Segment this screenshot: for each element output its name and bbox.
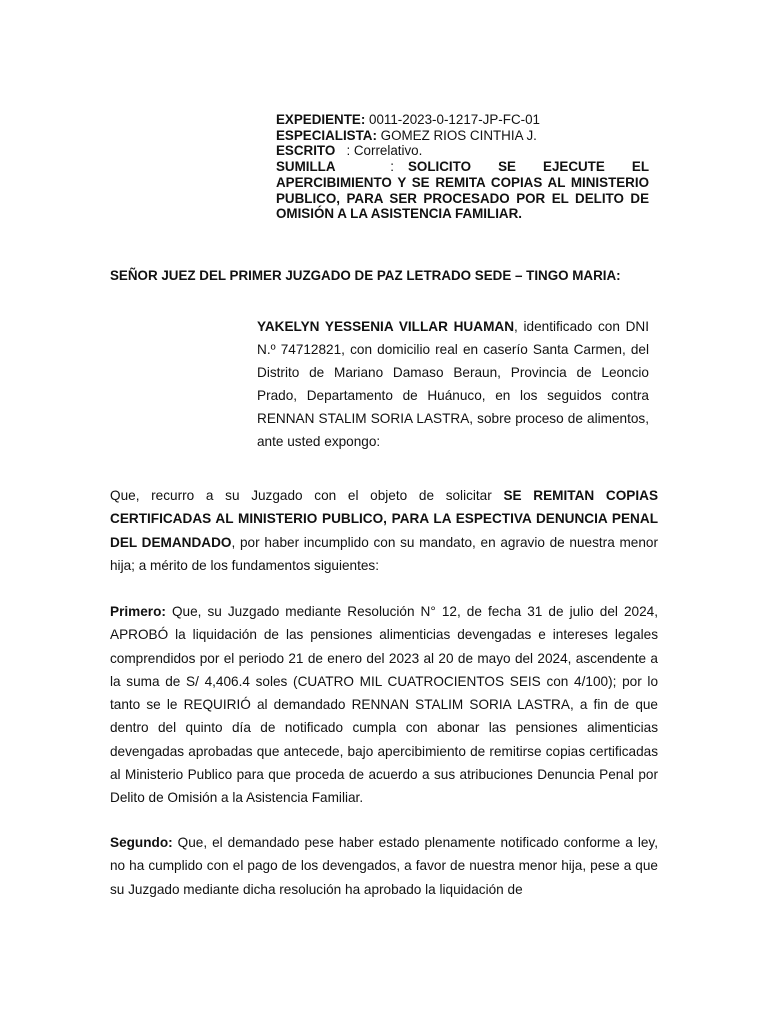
escrito-label: ESCRITO (276, 143, 336, 159)
petitioner-name: YAKELYN YESSENIA VILLAR HUAMAN (257, 319, 515, 334)
addressee-line: SEÑOR JUEZ DEL PRIMER JUZGADO DE PAZ LETRADO SEDE – TINGO MARIA: (110, 268, 621, 283)
segundo-paragraph (110, 831, 658, 901)
expediente-label: EXPEDIENTE: (276, 112, 366, 127)
primero-paragraph (110, 600, 658, 810)
sumilla-separator: : (390, 159, 394, 175)
sumilla-lead (276, 159, 408, 175)
que-paragraph (110, 484, 658, 577)
intro-paragraph (257, 315, 649, 454)
case-header (276, 112, 649, 222)
sumilla-block (276, 159, 649, 222)
sumilla-text: SOLICITO SE EJECUTE EL APERCIBIMIENTO Y SE REMITA COPIAS AL MINISTERIO PUBLICO, PARA SER PROCESADO POR EL DELITO DE OMISIÓN A LA ASISTENCIA FAMILIAR. (276, 159, 649, 222)
que-text-start: Que, recurro a su Juzgado con el objeto de solicitar (110, 488, 504, 503)
que-text-end: , por haber incumplido con su mandato, en agravio de nuestra menor hija; a mérito de los fundamentos siguientes: (110, 534, 658, 573)
primero-label: Primero: (110, 604, 166, 619)
especialista-label: ESPECIALISTA: (276, 127, 377, 143)
que-request: SE REMITAN COPIAS CERTIFICADAS AL MINISTERIO PUBLICO, PARA LA ESPECTIVA DENUNCIA PENAL DEL DEMANDADO (110, 488, 659, 550)
segundo-label: Segundo: (110, 835, 173, 850)
escrito-line (276, 143, 649, 159)
intro-text: , identificado con DNI N.º 74712821, con domicilio real en caserío Santa Carmen, del Distrito de Mariano Damaso Beraun, Provincia de Leoncio Prado, Departamento de Huánuco, en los seguidos contra RENNAN STALIM SORIA LASTRA, sobre proceso de alimentos, ante usted expongo: (257, 319, 649, 450)
especialista-line (276, 128, 649, 144)
primero-text: Que, su Juzgado mediante Resolución N° 12, de fecha 31 de julio del 2024, APROBÓ la liquidación de las pensiones alimenticias devengadas e intereses legales comprendidos por el periodo 21 de enero del 2023 al 20 de mayo del 2024, ascendente a la suma de S/ 4,406.4 soles (CUATRO MIL CUATROCIENTOS SEIS con 4/100); por lo tanto se le REQUIRIÓ al demandado RENNAN STALIM SORIA LASTRA, a fin de que dentro del quinto día de notificado cumpla con abonar las pensiones alimenticias devengadas aprobadas que antecede, bajo apercibimiento de remitirse copias certificadas al Ministerio Publico para que proceda de acuerdo a sus atribuciones Denuncia Penal por Delito de Omisión a la Asistencia Familiar. (110, 604, 658, 806)
segundo-text: Que, el demandado pese haber estado plenamente notificado conforme a ley, no ha cumplido con el pago de los devengados, a favor de nuestra menor hija, pese a que su Juzgado mediante dicha resolución ha aprobado la liquidación de (110, 835, 658, 897)
especialista-value: GOMEZ RIOS CINTHIA J. (376, 127, 537, 143)
expediente-line (276, 112, 649, 128)
escrito-value: : Correlativo. (335, 143, 423, 159)
sumilla-label: SUMILLA (276, 159, 336, 175)
expediente-value: 0011-2023-0-1217-JP-FC-01 (365, 112, 540, 127)
